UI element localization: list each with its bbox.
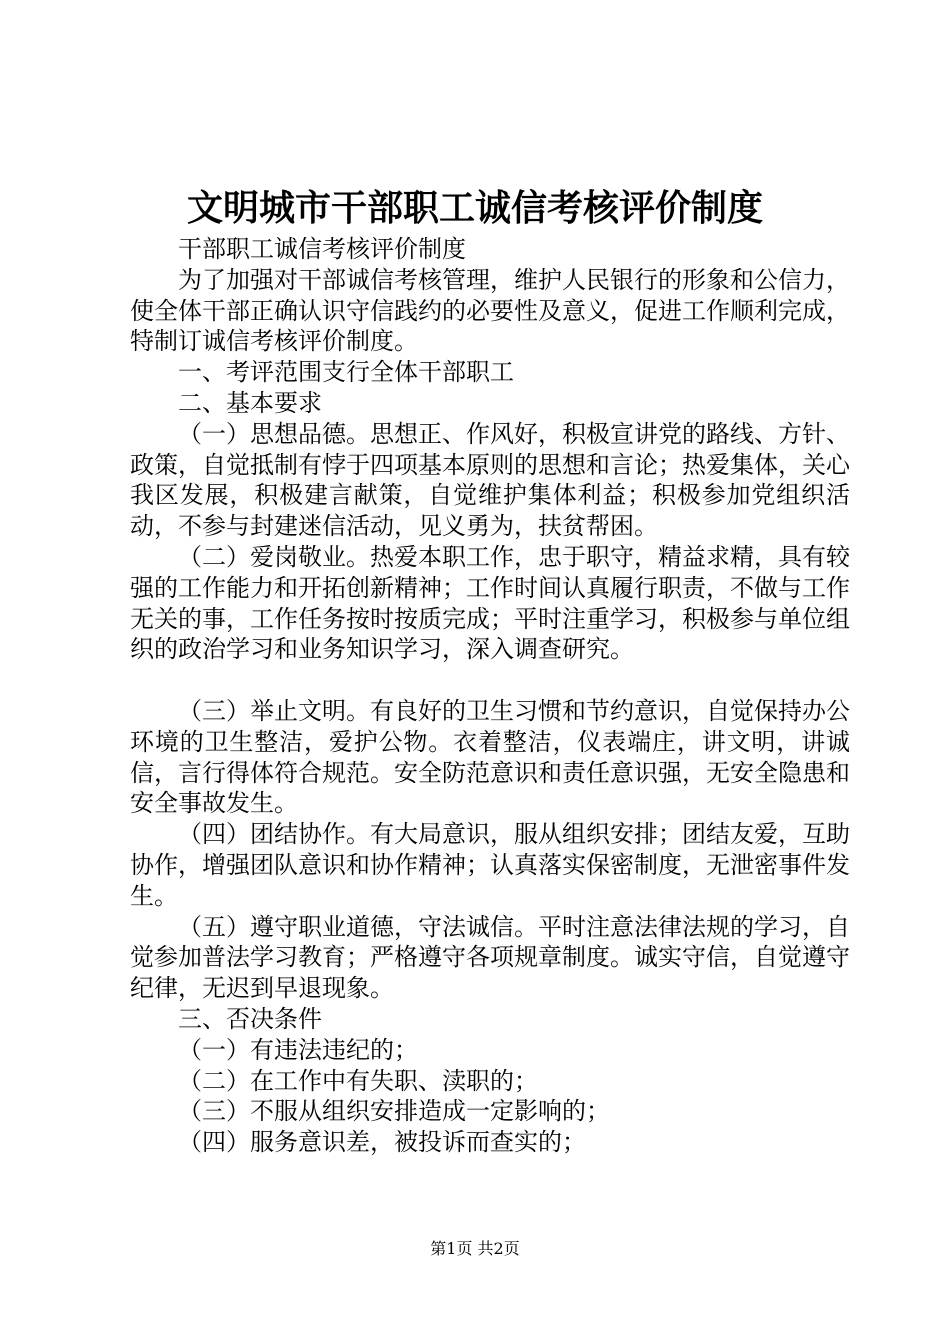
paragraph-intro: 为了加强对干部诚信考核管理，维护人民银行的形象和公信力，使全体干部正确认识守信践约的必要性及意义，促进工作顺利完成，特制订诚信考核评价制度。 bbox=[130, 265, 850, 356]
document-title: 文明城市干部职工诚信考核评价制度 bbox=[186, 187, 763, 229]
list-item-veto-2: （二）在工作中有失职、渎职的； bbox=[178, 1066, 538, 1095]
paragraph-requirement-5: （五）遵守职业道德，守法诚信。平时注意法律法规的学习，自觉参加普法学习教育；严格遵守各项规章制度。诚实守信，自觉遵守纪律，无迟到早退现象。 bbox=[130, 912, 850, 1003]
paragraph-gap bbox=[130, 665, 850, 696]
list-item-veto-3: （三）不服从组织安排造成一定影响的； bbox=[178, 1097, 610, 1126]
section-heading-veto: 三、否决条件 bbox=[178, 1004, 322, 1033]
paragraph-requirement-3: （三）举止文明。有良好的卫生习惯和节约意识，自觉保持办公环境的卫生整洁，爱护公物。衣着整洁，仪表端庄，讲文明，讲诚信，言行得体符合规范。安全防范意识和责任意识强，无安全隐患和安全事故发生。 bbox=[130, 696, 850, 818]
paragraph-subtitle: 干部职工诚信考核评价制度 bbox=[178, 235, 466, 263]
section-heading-scope: 一、考评范围支行全体干部职工 bbox=[178, 358, 514, 387]
section-heading-requirements: 二、基本要求 bbox=[178, 388, 322, 417]
list-item-veto-4: （四）服务意识差，被投诉而查实的； bbox=[178, 1128, 586, 1157]
paragraph-requirement-2: （二）爱岗敬业。热爱本职工作，忠于职守，精益求精，具有较强的工作能力和开拓创新精神；工作时间认真履行职责，不做与工作无关的事，工作任务按时按质完成；平时注重学习，积极参与单位组织的政治学习和业务知识学习，深入调查研究。 bbox=[130, 542, 850, 664]
page-number-footer: 第1页 共2页 bbox=[430, 1239, 520, 1258]
list-item-veto-1: （一）有违法违纪的； bbox=[178, 1035, 418, 1064]
paragraph-requirement-4: （四）团结协作。有大局意识，服从组织安排；团结友爱，互助协作，增强团队意识和协作精神；认真落实保密制度，无泄密事件发生。 bbox=[130, 820, 850, 910]
paragraph-requirement-1: （一）思想品德。思想正、作风好，积极宣讲党的路线、方针、政策，自觉抵制有悖于四项基本原则的思想和言论；热爱集体，关心我区发展，积极建言献策，自觉维护集体利益；积极参加党组织活动，不参与封建迷信活动，见义勇为，扶贫帮困。 bbox=[130, 419, 850, 541]
document-body bbox=[130, 234, 850, 1158]
